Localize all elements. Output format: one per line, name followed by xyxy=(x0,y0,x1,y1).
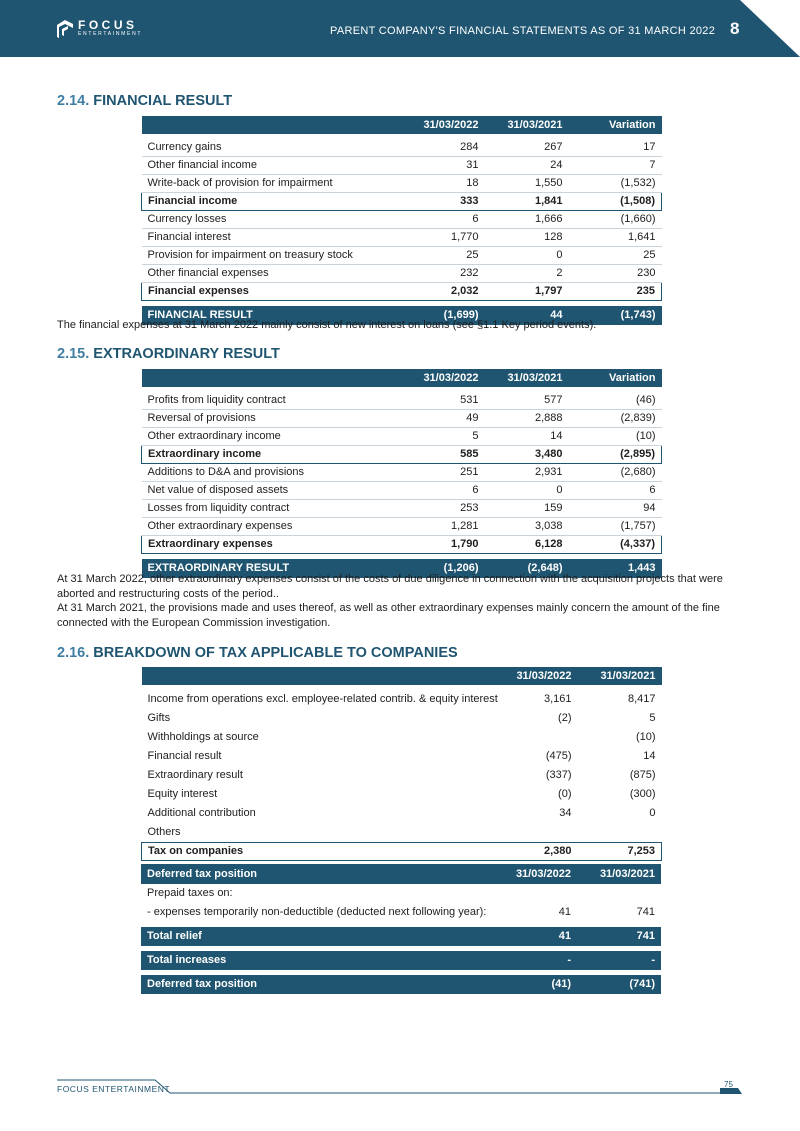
row-value: 1,641 xyxy=(569,229,662,247)
row-value: 253 xyxy=(395,500,485,518)
row-value: 44 xyxy=(485,306,569,325)
row-label: Financial income xyxy=(142,193,395,211)
row-label: Financial result xyxy=(147,750,222,762)
row-label: Tax on companies xyxy=(142,843,494,861)
header-cell xyxy=(142,667,494,685)
row-value: (2,895) xyxy=(569,446,662,464)
table-row xyxy=(142,482,662,500)
row-value: 232 xyxy=(395,265,485,283)
row-value: 1,281 xyxy=(395,518,485,536)
section-number: 2.15. xyxy=(57,346,90,362)
row-label: Extraordinary expenses xyxy=(142,536,395,554)
row-value: (10) xyxy=(569,428,662,446)
row-label: Withholdings at source xyxy=(147,731,259,743)
row-value: (2) xyxy=(558,712,572,724)
chapter-number: 8 xyxy=(730,19,740,38)
row-value: 3,161 xyxy=(543,693,572,705)
row-value: 1,790 xyxy=(395,536,485,554)
deferred-tax-position-row xyxy=(141,975,661,994)
section-number: 2.14. xyxy=(57,93,90,109)
row-label: Financial expenses xyxy=(142,283,395,301)
table-row xyxy=(142,785,662,804)
table-row xyxy=(142,804,662,823)
row-label: Other extraordinary expenses xyxy=(142,518,395,536)
row-value: (2,648) xyxy=(485,559,569,578)
row-value: (875) xyxy=(629,769,656,781)
table-row xyxy=(142,464,662,482)
row-value: 2,888 xyxy=(485,410,569,428)
row-value xyxy=(494,823,578,843)
row-value: (2,839) xyxy=(569,410,662,428)
row-value: (1,206) xyxy=(395,559,485,578)
row-label: Additional contribution xyxy=(147,807,256,819)
financial-result-table xyxy=(141,116,662,325)
row-value: 6 xyxy=(395,211,485,229)
table-row xyxy=(141,903,661,922)
page-number: 75 xyxy=(724,1080,733,1089)
focus-logo-icon xyxy=(56,19,74,39)
row-value: 24 xyxy=(485,157,569,175)
header-title: PARENT COMPANY'S FINANCIAL STATEMENTS AS OF 31 MARCH 2022 xyxy=(330,25,716,37)
row-value: (1,699) xyxy=(395,306,485,325)
row-value: (2,680) xyxy=(569,464,662,482)
row-value: 0 xyxy=(649,807,656,819)
table-row xyxy=(142,500,662,518)
row-value: 31 xyxy=(395,157,485,175)
row-label: Provision for impairment on treasury stock xyxy=(142,247,395,265)
row-label: Prepaid taxes on: xyxy=(147,887,233,899)
row-value: (1,532) xyxy=(569,175,662,193)
row-value: (1,757) xyxy=(569,518,662,536)
header-cell: 31/03/2021 xyxy=(578,667,662,685)
row-value: 235 xyxy=(569,283,662,301)
row-value: (0) xyxy=(558,788,572,800)
table-header-row xyxy=(142,667,662,685)
row-value: 159 xyxy=(485,500,569,518)
row-value: (1,660) xyxy=(569,211,662,229)
row-value: 251 xyxy=(395,464,485,482)
row-value: 1,550 xyxy=(485,175,569,193)
row-value: 2 xyxy=(485,265,569,283)
row-label: - expenses temporarily non-deductible (deducted next following year): xyxy=(147,906,487,918)
row-value: (4,337) xyxy=(569,536,662,554)
header-cell: 31/03/2022 xyxy=(494,667,578,685)
table-row xyxy=(142,392,662,410)
row-value xyxy=(494,728,578,747)
table-row xyxy=(142,747,662,766)
row-label: Other financial income xyxy=(142,157,395,175)
header-cell: Variation xyxy=(569,369,662,387)
row-label: Reversal of provisions xyxy=(142,410,395,428)
row-value: 49 xyxy=(395,410,485,428)
row-value: (41) xyxy=(493,975,577,994)
table-row xyxy=(142,139,662,157)
row-value: 3,480 xyxy=(485,446,569,464)
row-value: 531 xyxy=(395,392,485,410)
row-value: 41 xyxy=(493,927,577,946)
row-value: 7 xyxy=(569,157,662,175)
row-value: 34 xyxy=(559,807,572,819)
row-value: 7,253 xyxy=(578,843,662,861)
row-value: 5 xyxy=(395,428,485,446)
row-value: - xyxy=(493,951,577,970)
row-value: 128 xyxy=(485,229,569,247)
header-cell: 31/03/2021 xyxy=(485,369,569,387)
table-row xyxy=(142,823,662,843)
row-value: (300) xyxy=(629,788,656,800)
header-cell: 31/03/2022 xyxy=(395,116,485,134)
row-value: 1,666 xyxy=(485,211,569,229)
row-value: 14 xyxy=(643,750,656,762)
row-value: 333 xyxy=(395,193,485,211)
extraordinary-note-2021: At 31 March 2021, the provisions made and uses thereof, as well as other extraordinary expenses mainly concern the amount of the fine connected with the European Commission investigation. xyxy=(57,602,720,629)
subtotal-row xyxy=(142,283,662,301)
section-heading: EXTRAORDINARY RESULT xyxy=(93,346,280,362)
section-title-extraordinary-result xyxy=(57,346,280,362)
row-value: 284 xyxy=(395,139,485,157)
table-row xyxy=(142,766,662,785)
row-value: (475) xyxy=(545,750,572,762)
table-row xyxy=(142,157,662,175)
table-row xyxy=(142,709,662,728)
row-label: Extraordinary income xyxy=(142,446,395,464)
table-row xyxy=(142,690,662,709)
row-label: Additions to D&A and provisions xyxy=(142,464,395,482)
row-label: Deferred tax position xyxy=(141,975,493,994)
row-value xyxy=(578,823,662,843)
row-label: Write-back of provision for impairment xyxy=(142,175,395,193)
row-value: 6 xyxy=(569,482,662,500)
table-row xyxy=(142,229,662,247)
header-cell xyxy=(142,369,395,387)
row-label: Net value of disposed assets xyxy=(142,482,395,500)
subtotal-row xyxy=(142,446,662,464)
section-title-financial-result xyxy=(57,93,232,109)
row-value: (337) xyxy=(545,769,572,781)
logo-word: FOCUS xyxy=(78,18,138,32)
row-value: 741 xyxy=(636,906,655,918)
row-label: Currency losses xyxy=(142,211,395,229)
row-value: 1,443 xyxy=(569,559,662,578)
row-value: (46) xyxy=(569,392,662,410)
row-value: 1,797 xyxy=(485,283,569,301)
subtotal-row xyxy=(142,843,662,861)
total-relief-row xyxy=(141,927,661,946)
row-value: 6 xyxy=(395,482,485,500)
subtotal-row xyxy=(142,536,662,554)
row-value: 3,038 xyxy=(485,518,569,536)
header-cell: Deferred tax position xyxy=(141,864,493,884)
header-cell: 31/03/2022 xyxy=(395,369,485,387)
table-row xyxy=(142,175,662,193)
row-value: (741) xyxy=(577,975,661,994)
row-value: 1,770 xyxy=(395,229,485,247)
table-header-row xyxy=(141,864,661,884)
header-cell: Variation xyxy=(569,116,662,134)
tax-breakdown-table xyxy=(141,667,662,861)
deferred-tax-table xyxy=(141,864,661,994)
row-label: Other financial expenses xyxy=(142,265,395,283)
row-value: 25 xyxy=(395,247,485,265)
row-value: 577 xyxy=(485,392,569,410)
row-value: 18 xyxy=(395,175,485,193)
row-value: 267 xyxy=(485,139,569,157)
row-label: Profits from liquidity contract xyxy=(142,392,395,410)
row-value: 0 xyxy=(485,247,569,265)
table-row xyxy=(142,728,662,747)
footer-company: FOCUS ENTERTAINMENT xyxy=(57,1084,171,1094)
row-value: 41 xyxy=(558,906,571,918)
row-value: 2,380 xyxy=(494,843,578,861)
row-value: 585 xyxy=(395,446,485,464)
row-value: 2,931 xyxy=(485,464,569,482)
section-title-tax-breakdown xyxy=(57,645,458,661)
table-row xyxy=(142,518,662,536)
financial-result-note: The financial expenses at 31 March 2022 mainly consist of new interest on loans (see §1.1 Key period events). xyxy=(57,319,597,331)
header-cell: 31/03/2021 xyxy=(577,864,661,884)
row-value: 94 xyxy=(569,500,662,518)
table-row xyxy=(142,247,662,265)
row-value: 8,417 xyxy=(627,693,656,705)
row-value: (1,743) xyxy=(569,306,662,325)
row-label: Gifts xyxy=(147,712,171,724)
row-value: 230 xyxy=(569,265,662,283)
row-label: Equity interest xyxy=(147,788,218,800)
row-label: Financial interest xyxy=(142,229,395,247)
row-value: 14 xyxy=(485,428,569,446)
row-label: EXTRAORDINARY RESULT xyxy=(142,559,395,578)
row-value: 6,128 xyxy=(485,536,569,554)
section-heading: FINANCIAL RESULT xyxy=(93,93,233,109)
table-header-row xyxy=(142,116,662,134)
row-label: Others xyxy=(147,826,181,838)
row-label: Other extraordinary income xyxy=(142,428,395,446)
row-value: 17 xyxy=(569,139,662,157)
table-header-row xyxy=(142,369,662,387)
section-heading: BREAKDOWN OF TAX APPLICABLE TO COMPANIES xyxy=(93,645,458,661)
focus-logo xyxy=(56,18,146,42)
row-value: 1,841 xyxy=(485,193,569,211)
table-row xyxy=(142,428,662,446)
row-value: 0 xyxy=(485,482,569,500)
row-value: 741 xyxy=(577,927,661,946)
row-value: (10) xyxy=(635,731,656,743)
table-row xyxy=(142,410,662,428)
row-label: Currency gains xyxy=(142,139,395,157)
section-number: 2.16. xyxy=(57,645,90,661)
header-cell xyxy=(142,116,395,134)
row-label: Income from operations excl. employee-related contrib. & equity interest xyxy=(147,693,498,705)
row-value: - xyxy=(577,951,661,970)
header-cell: 31/03/2022 xyxy=(493,864,577,884)
row-label: Total increases xyxy=(141,951,493,970)
row-label: Losses from liquidity contract xyxy=(142,500,395,518)
row-value: 2,032 xyxy=(395,283,485,301)
extraordinary-result-table xyxy=(141,369,662,578)
subtotal-row xyxy=(142,193,662,211)
row-label: Total relief xyxy=(141,927,493,946)
row-label: Extraordinary result xyxy=(147,769,243,781)
extraordinary-note-2022: At 31 March 2022, other extraordinary expenses consist of the costs of due diligence in connection with the acquisition projects that were aborted and restructuring costs of the period.. xyxy=(57,573,723,600)
header-cell: 31/03/2021 xyxy=(485,116,569,134)
row-value: (1,508) xyxy=(569,193,662,211)
table-row xyxy=(141,884,661,903)
logo-subtitle: ENTERTAINMENT xyxy=(78,31,143,37)
table-row xyxy=(142,211,662,229)
page-header xyxy=(0,0,800,57)
table-row xyxy=(142,265,662,283)
row-value: 5 xyxy=(649,712,656,724)
total-increases-row xyxy=(141,951,661,970)
row-label: FINANCIAL RESULT xyxy=(142,306,395,325)
row-value: 25 xyxy=(569,247,662,265)
